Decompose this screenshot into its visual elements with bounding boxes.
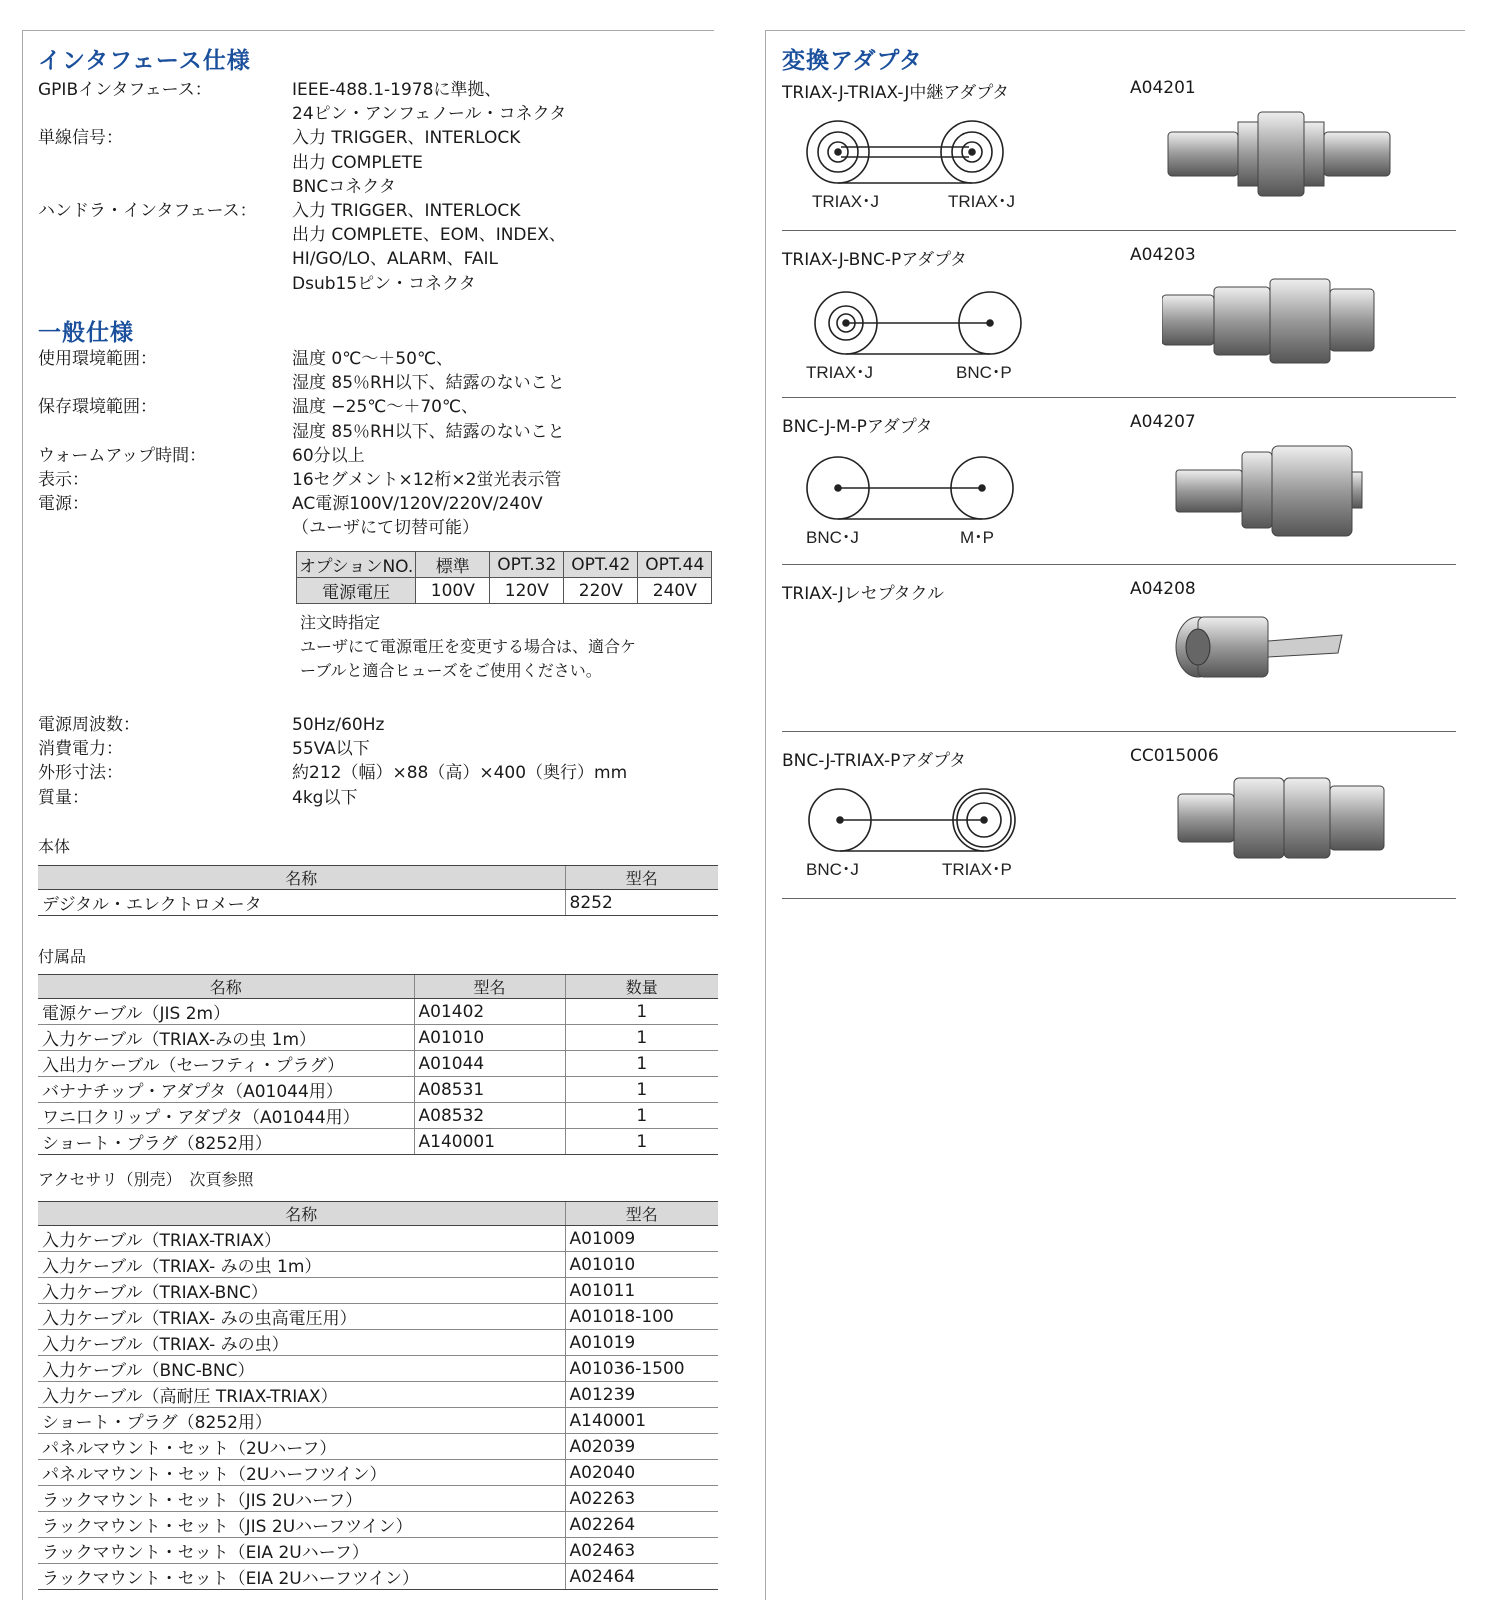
table-cell: 入出力ケーブル（セーフティ・プラグ）	[38, 1051, 414, 1077]
table-row	[38, 1434, 718, 1460]
spec-value	[292, 761, 708, 785]
spec-line: Dsub15ピン・コネクタ	[292, 273, 476, 294]
spec-line: 出力 COMPLETE、EOM、INDEX、	[292, 225, 566, 246]
table-header: オプションNO.	[297, 552, 416, 578]
table-row	[38, 999, 718, 1025]
table-cell: 240V	[638, 578, 712, 604]
adapter-a04201	[782, 64, 1456, 231]
spec-value	[292, 126, 708, 199]
adapter-cc015006	[782, 732, 1456, 899]
table-header: 数量	[565, 975, 718, 999]
table-row	[38, 1330, 718, 1356]
spec-label: ハンドラ・インタフェース：	[38, 201, 257, 222]
adapter-photo-icon	[1162, 88, 1402, 208]
table-cell: A02464	[565, 1564, 718, 1590]
table-cell: A01239	[565, 1382, 718, 1408]
table-cell: 8252	[565, 890, 718, 916]
table-header: 型名	[565, 866, 718, 890]
adapter-code: A04203	[1130, 245, 1196, 265]
note-line: 注文時指定	[300, 613, 381, 632]
spec-value	[292, 395, 708, 443]
table-header: OPT.44	[638, 552, 712, 578]
table-cell: 1	[565, 1025, 718, 1051]
options-caption: アクセサリ（別売） 次頁参照	[38, 1170, 254, 1189]
table-cell: A08531	[414, 1077, 565, 1103]
table-cell: A08532	[414, 1103, 565, 1129]
table-cell: 入力ケーブル（TRIAX- みの虫）	[38, 1330, 565, 1356]
table-cell: パネルマウント・セット（2Uハーフツイン）	[38, 1460, 565, 1486]
adapter-diagram-triax-bnc	[798, 265, 1038, 385]
voltage-option-table	[296, 551, 712, 604]
adapter-code: A04208	[1130, 579, 1196, 599]
table-cell: A01018-100	[565, 1304, 718, 1330]
table-cell: 入力ケーブル（TRIAX- みの虫高電圧用）	[38, 1304, 565, 1330]
table-cell: A02263	[565, 1486, 718, 1512]
table-cell: 1	[565, 1129, 718, 1155]
general-spec-list	[38, 347, 708, 541]
spec-line: 55VA以下	[292, 739, 370, 760]
spec-line: BNCコネクタ	[292, 176, 396, 197]
spec-row-mass	[38, 786, 708, 810]
spec-line: 温度 0℃～＋50℃、	[292, 349, 454, 369]
spec-label: 使用環境範囲：	[38, 349, 157, 369]
table-cell: バナナチップ・アダプタ（A01044用）	[38, 1077, 414, 1103]
table-cell: A02463	[565, 1538, 718, 1564]
spec-row-dimensions	[38, 761, 708, 785]
table-cell: ショート・プラグ（8252用）	[38, 1408, 565, 1434]
interface-spec-title: インタフェース仕様	[38, 48, 251, 74]
adapter-code: CC015006	[1130, 746, 1219, 766]
left-connector-label: BNC･J	[806, 528, 859, 547]
spec-row-handler	[38, 199, 708, 296]
spec-line: 約212（幅）×88（高）×400（奥行）mm	[292, 763, 628, 784]
spec-line: 出力 COMPLETE	[292, 152, 423, 173]
spec-value	[292, 713, 708, 737]
spec-row-frequency	[38, 713, 708, 737]
voltage-value-row	[297, 578, 712, 604]
spec-label: 外形寸法：	[38, 763, 123, 784]
table-cell: A01009	[565, 1226, 718, 1252]
table-row	[38, 1538, 718, 1564]
table-cell: デジタル・エレクトロメータ	[38, 890, 565, 916]
spec-value	[292, 78, 708, 126]
table-row	[38, 1226, 718, 1252]
table-row	[38, 1252, 718, 1278]
table-cell: 100V	[416, 578, 490, 604]
spec-value	[292, 468, 708, 492]
table-cell: ラックマウント・セット（EIA 2Uハーフ）	[38, 1538, 565, 1564]
spec-line: 4kg以下	[292, 787, 358, 808]
table-cell: ラックマウント・セット（EIA 2Uハーフツイン）	[38, 1564, 565, 1590]
table-cell: A02040	[565, 1460, 718, 1486]
right-connector-label: TRIAX･J	[948, 192, 1016, 211]
table-header: 名称	[38, 1202, 565, 1226]
table-cell: A01010	[565, 1252, 718, 1278]
spec-row-gpib	[38, 78, 708, 126]
spec-line: 温度 −25℃～＋70℃、	[292, 397, 479, 418]
spec-value	[292, 199, 708, 296]
table-cell: 1	[565, 1051, 718, 1077]
accessories-table	[38, 974, 718, 1155]
right-connector-label: BNC･P	[956, 363, 1012, 382]
general-spec-list-2	[38, 713, 708, 810]
table-cell: 入力ケーブル（高耐圧 TRIAX-TRIAX）	[38, 1382, 565, 1408]
adapter-name: TRIAX-Jレセプタクル	[782, 584, 945, 604]
general-spec-title: 一般仕様	[38, 320, 134, 346]
table-cell: ラックマウント・セット（JIS 2Uハーフ）	[38, 1486, 565, 1512]
left-connector-label: BNC･J	[806, 860, 859, 879]
adapter-diagram-triax-triax	[798, 98, 1038, 218]
table-cell: ラックマウント・セット（JIS 2Uハーフツイン）	[38, 1512, 565, 1538]
spec-line: 湿度 85％RH以下、結露のないこと	[292, 373, 565, 394]
spec-label: 表示：	[38, 470, 89, 491]
table-header-row	[38, 975, 718, 999]
spec-row-warmup	[38, 444, 708, 468]
main-unit-caption: 本体	[38, 837, 71, 856]
table-cell: 電源ケーブル（JIS 2m）	[38, 999, 414, 1025]
table-header: 名称	[38, 975, 414, 999]
receptacle-photo-icon	[1170, 591, 1410, 711]
spec-label: 電源：	[38, 494, 89, 515]
table-header-row	[38, 1202, 718, 1226]
table-row	[38, 1356, 718, 1382]
table-cell: A01044	[414, 1051, 565, 1077]
spec-line: 16セグメント×12桁×2蛍光表示管	[292, 470, 562, 491]
accessories-caption: 付属品	[38, 947, 87, 966]
adapter-a04203	[782, 231, 1456, 398]
right-connector-label: M･P	[960, 528, 994, 547]
table-header: OPT.42	[564, 552, 638, 578]
note-line: ーブルと適合ヒューズをご使用ください。	[300, 661, 602, 680]
note-line: ユーザにて電源電圧を変更する場合は、適合ケ	[300, 637, 637, 656]
table-row	[38, 1486, 718, 1512]
spec-row-display	[38, 468, 708, 492]
table-cell: A01011	[565, 1278, 718, 1304]
options-table	[38, 1201, 718, 1590]
adapter-photo-icon	[1162, 756, 1402, 876]
table-row	[38, 1382, 718, 1408]
table-header: 名称	[38, 866, 565, 890]
voltage-header-row	[297, 552, 712, 578]
table-cell: A140001	[414, 1129, 565, 1155]
spec-label: 電源周波数：	[38, 715, 140, 735]
spec-row-power	[38, 492, 708, 540]
table-row	[38, 1304, 718, 1330]
table-cell: A01036-1500	[565, 1356, 718, 1382]
adapter-diagram-bnc-triax	[798, 766, 1038, 886]
table-cell: 入力ケーブル（BNC-BNC）	[38, 1356, 565, 1382]
table-cell: パネルマウント・セット（2Uハーフ）	[38, 1434, 565, 1460]
spec-label: 保存環境範囲：	[38, 397, 157, 418]
adapter-photo-icon	[1162, 422, 1402, 542]
adapter-code: A04201	[1130, 78, 1196, 98]
left-connector-label: TRIAX･J	[812, 192, 880, 211]
spec-line: 湿度 85％RH以下、結露のないこと	[292, 421, 565, 442]
table-row	[38, 1278, 718, 1304]
table-row	[38, 1460, 718, 1486]
spec-row-storage-env	[38, 395, 708, 443]
spec-label: 質量：	[38, 787, 89, 808]
table-row	[38, 1564, 718, 1590]
table-row	[38, 1077, 718, 1103]
table-cell: ワニ口クリップ・アダプタ（A01044用）	[38, 1103, 414, 1129]
spec-label: 単線信号：	[38, 128, 123, 149]
spec-row-consumption	[38, 737, 708, 761]
table-cell: A01010	[414, 1025, 565, 1051]
table-header: 型名	[565, 1202, 718, 1226]
table-header: 標準	[416, 552, 490, 578]
table-cell: 1	[565, 999, 718, 1025]
spec-line: IEEE-488.1-1978に準拠、	[292, 80, 502, 100]
adapter-diagram-bnc-mp	[798, 432, 1038, 552]
adapter-code: A04207	[1130, 412, 1196, 432]
spec-line: 24ピン・アンフェノール・コネクタ	[292, 104, 567, 125]
table-cell: 1	[565, 1077, 718, 1103]
spec-value	[292, 492, 708, 540]
table-header: 型名	[414, 975, 565, 999]
spec-line: 60分以上	[292, 445, 365, 466]
table-cell: 入力ケーブル（TRIAX-みの虫 1m）	[38, 1025, 414, 1051]
spec-label: ウォームアップ時間：	[38, 445, 207, 466]
order-note	[300, 611, 710, 683]
spec-row-single-signal	[38, 126, 708, 199]
table-cell: 220V	[564, 578, 638, 604]
adapter-a04208	[782, 565, 1456, 732]
table-cell: A02264	[565, 1512, 718, 1538]
spec-line: 50Hz/60Hz	[292, 715, 385, 735]
table-row	[38, 890, 718, 916]
spec-value	[292, 786, 708, 810]
table-header: OPT.32	[490, 552, 564, 578]
table-row	[38, 1408, 718, 1434]
adapter-name: TRIAX-J-TRIAX-J中継アダプタ	[782, 83, 1010, 103]
table-cell: ショート・プラグ（8252用）	[38, 1129, 414, 1155]
table-cell: A02039	[565, 1434, 718, 1460]
adapter-name: TRIAX-J-BNC-Pアダプタ	[782, 250, 967, 270]
table-cell: A01019	[565, 1330, 718, 1356]
table-cell: 1	[565, 1103, 718, 1129]
table-cell: 入力ケーブル（TRIAX-BNC）	[38, 1278, 565, 1304]
table-row	[38, 1103, 718, 1129]
spec-value	[292, 444, 708, 468]
adapter-photo-icon	[1162, 255, 1402, 375]
table-row	[38, 1129, 718, 1155]
spec-label: 消費電力：	[38, 739, 123, 760]
spec-line: 入力 TRIGGER、INTERLOCK	[292, 128, 521, 149]
spec-value	[292, 347, 708, 395]
table-cell: 電源電圧	[297, 578, 416, 604]
spec-line: （ユーザにて切替可能）	[292, 518, 479, 539]
left-connector-label: TRIAX･J	[806, 363, 874, 382]
spec-line: AC電源100V/120V/220V/240V	[292, 494, 543, 515]
table-row	[38, 1051, 718, 1077]
spec-value	[292, 737, 708, 761]
table-cell: 入力ケーブル（TRIAX- みの虫 1m）	[38, 1252, 565, 1278]
adapter-a04207	[782, 398, 1456, 565]
adapter-name: BNC-J-M-Pアダプタ	[782, 417, 933, 437]
table-header-row	[38, 866, 718, 890]
spec-line: HI/GO/LO、ALARM、FAIL	[292, 249, 498, 270]
table-row	[38, 1512, 718, 1538]
adapter-name: BNC-J-TRIAX-Pアダプタ	[782, 751, 966, 771]
interface-spec-list	[38, 78, 708, 296]
right-connector-label: TRIAX･P	[942, 860, 1012, 879]
spec-label: GPIBインタフェース：	[38, 80, 212, 100]
spec-line: 入力 TRIGGER、INTERLOCK	[292, 201, 521, 222]
table-cell: 入力ケーブル（TRIAX-TRIAX）	[38, 1226, 565, 1252]
table-row	[38, 1025, 718, 1051]
table-cell: 120V	[490, 578, 564, 604]
adapters-title: 変換アダプタ	[782, 48, 923, 74]
spec-row-operating-env	[38, 347, 708, 395]
table-cell: A01402	[414, 999, 565, 1025]
table-cell: A140001	[565, 1408, 718, 1434]
main-unit-table	[38, 865, 718, 916]
